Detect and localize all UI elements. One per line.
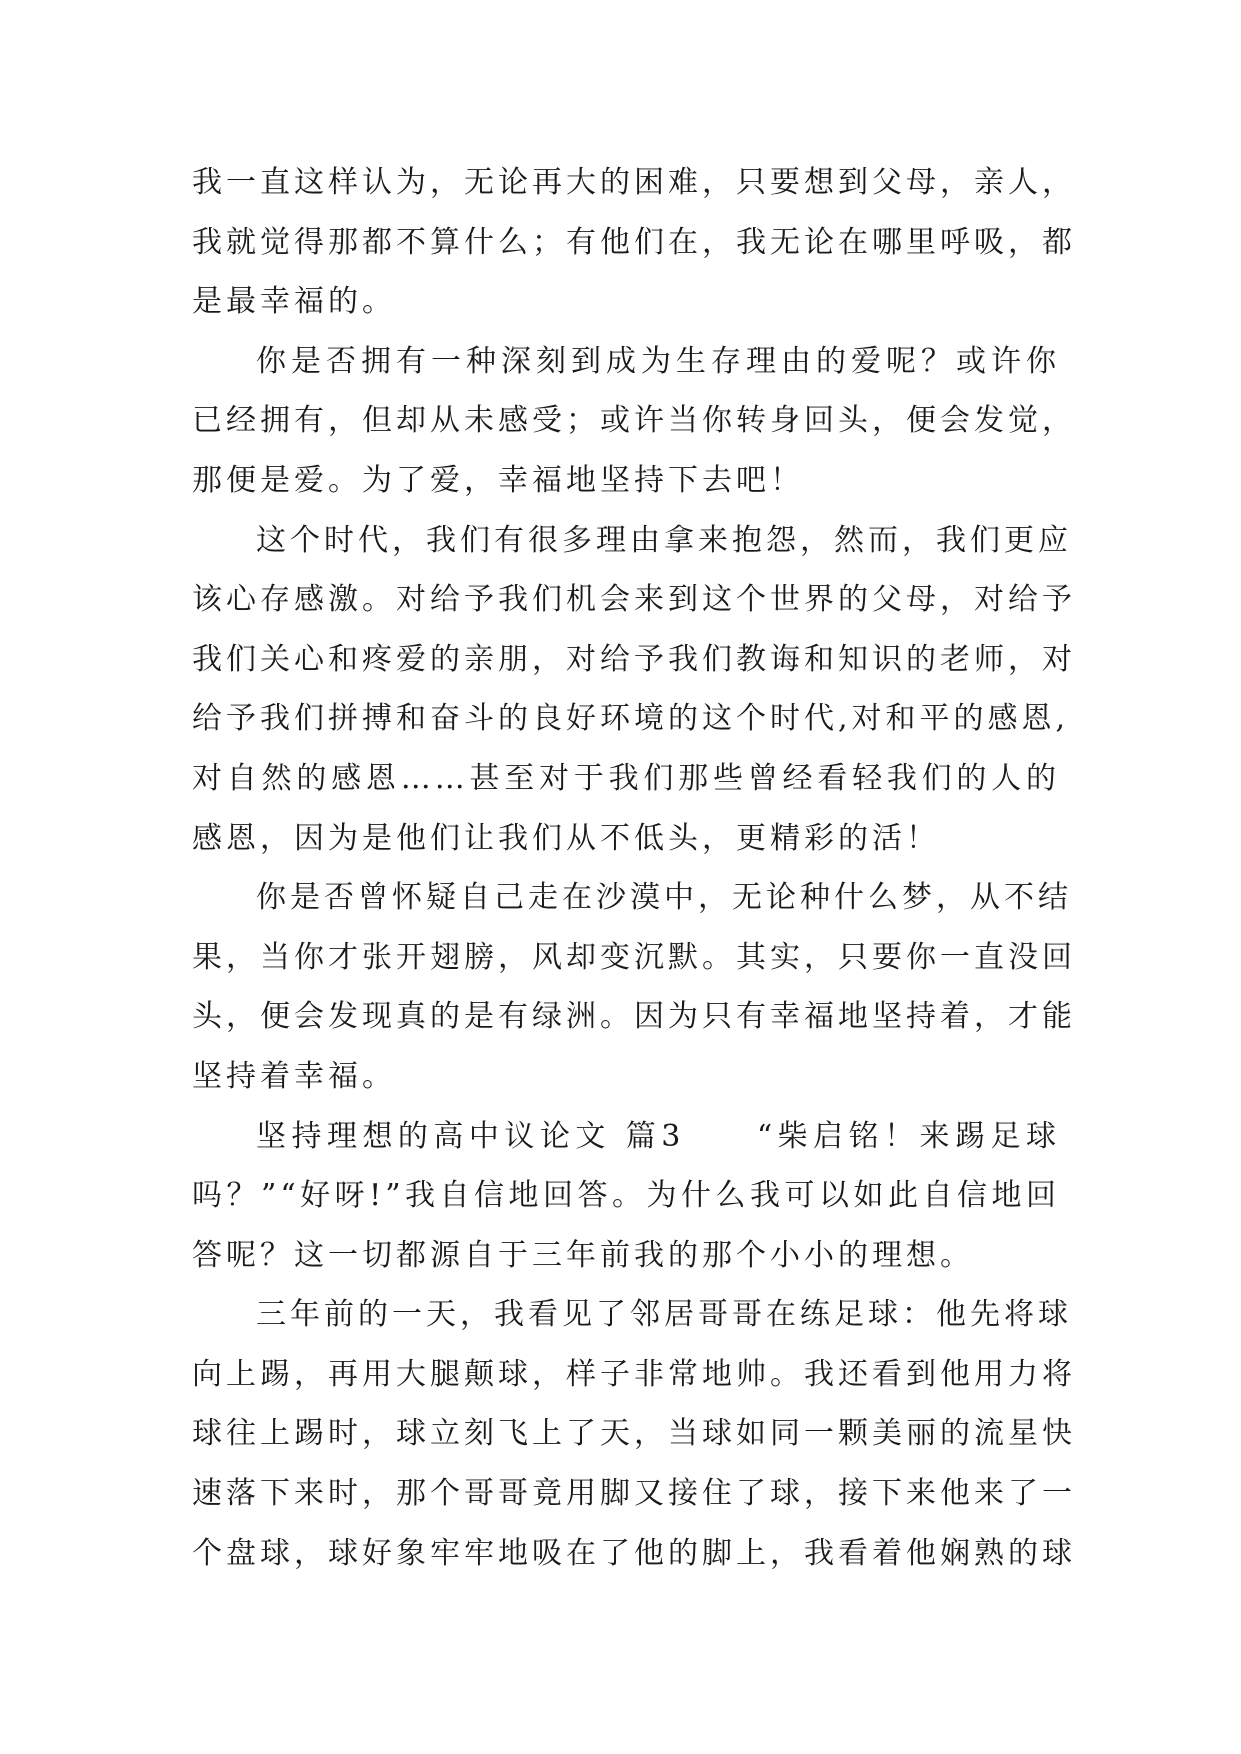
text-line: 球往上踢时，球立刻飞上了天，当球如同一颗美丽的流星快 bbox=[192, 1416, 1076, 1452]
text-line: 个盘球，球好象牢牢地吸在了他的脚上，我看着他娴熟的球 bbox=[192, 1535, 1076, 1571]
text-line: 答呢？这一切都源自于三年前我的那个小小的理想。 bbox=[192, 1237, 974, 1273]
text-line: 三年前的一天，我看见了邻居哥哥在练足球：他先将球 bbox=[256, 1297, 1072, 1333]
text-line: 我们关心和疼爱的亲朋，对给予我们教诲和知识的老师，对 bbox=[192, 641, 1076, 677]
text-line: 向上踢，再用大腿颠球，样子非常地帅。我还看到他用力将 bbox=[192, 1356, 1076, 1392]
text-line: 果，当你才张开翅膀，风却变沉默。其实，只要你一直没回 bbox=[192, 939, 1076, 975]
text-line: 已经拥有，但却从未感受；或许当你转身回头，便会发觉， bbox=[192, 403, 1076, 439]
text-line: 给予我们拼搏和奋斗的良好环境的这个时代,对和平的感恩, bbox=[192, 701, 1070, 737]
text-line: 坚持着幸福。 bbox=[192, 1058, 396, 1094]
text-line: 坚持理想的高中议论文 篇3 “柴启铭！来踢足球 bbox=[256, 1118, 1060, 1154]
text-line: 你是否拥有一种深刻到成为生存理由的爱呢？或许你 bbox=[256, 343, 1060, 379]
text-line: 那便是爱。为了爱，幸福地坚持下去吧！ bbox=[192, 462, 804, 498]
text-line: 这个时代，我们有很多理由拿来抱怨，然而，我们更应 bbox=[256, 522, 1072, 558]
text-line: 吗？”“好呀!”我自信地回答。为什么我可以如此自信地回 bbox=[192, 1178, 1060, 1214]
text-line: 速落下来时，那个哥哥竟用脚又接住了球，接下来他来了一 bbox=[192, 1476, 1076, 1512]
document-body bbox=[192, 153, 1076, 1583]
text-line: 对自然的感恩……甚至对于我们那些曾经看轻我们的人的 bbox=[192, 760, 1060, 796]
text-line: 我一直这样认为，无论再大的困难，只要想到父母，亲人， bbox=[192, 165, 1076, 200]
text-line: 感恩，因为是他们让我们从不低头，更精彩的活！ bbox=[192, 820, 940, 856]
text-line: 是最幸福的。 bbox=[192, 284, 396, 320]
text-line: 该心存感激。对给予我们机会来到这个世界的父母，对给予 bbox=[192, 582, 1076, 618]
text-line: 我就觉得那都不算什么；有他们在，我无论在哪里呼吸，都 bbox=[192, 224, 1076, 260]
text-line: 头，便会发现真的是有绿洲。因为只有幸福地坚持着，才能 bbox=[192, 999, 1076, 1035]
text-line: 你是否曾怀疑自己走在沙漠中，无论种什么梦，从不结 bbox=[256, 880, 1072, 916]
